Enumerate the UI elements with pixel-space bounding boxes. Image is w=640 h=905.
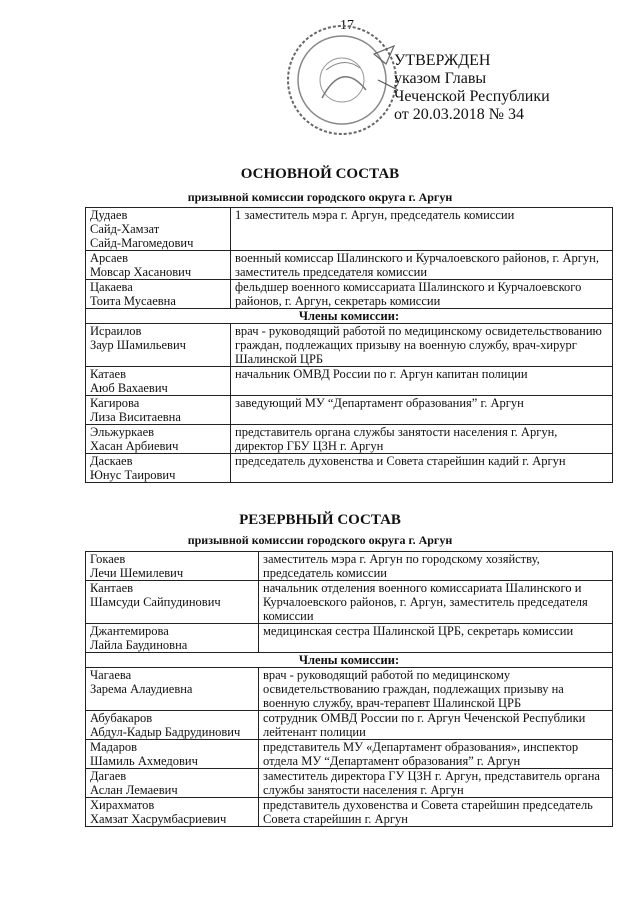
person-role-cell: начальник ОМВД России по г. Аргун капитан полиции — [231, 367, 613, 396]
table-row — [86, 668, 613, 711]
table-row — [86, 396, 613, 425]
main-composition-table — [85, 207, 613, 483]
person-name-line: Хамзат Хасрумбасриевич — [90, 812, 227, 826]
person-name-line: Заур Шамильевич — [90, 338, 186, 352]
person-name-cell — [86, 425, 231, 454]
person-role-cell: заместитель директора ГУ ЦЗН г. Аргун, представитель органа службы занятости населения г. Аргун — [259, 769, 613, 798]
table-row — [86, 624, 613, 653]
person-name-line: Исраилов — [90, 324, 142, 338]
person-name-line: Гокаев — [90, 552, 126, 566]
person-role-cell: фельдшер военного комиссариата Шалинского и Курчалоевского районов, г. Аргун, секретарь комиссии — [231, 280, 613, 309]
person-name-line: Зарема Алаудиевна — [90, 682, 193, 696]
person-name-line: Тоита Мусаевна — [90, 294, 176, 308]
members-header-row — [86, 309, 613, 324]
page-number: 17 — [340, 18, 354, 33]
person-name-cell — [86, 396, 231, 425]
person-name-line: Цакаева — [90, 280, 133, 294]
person-name-line: Лечи Шемилевич — [90, 566, 184, 580]
person-role-cell: военный комиссар Шалинского и Курчалоевского районов, г. Аргун, заместитель председателя комиссии — [231, 251, 613, 280]
person-name-line: Эльжуркаев — [90, 425, 155, 439]
person-name-line: Аслан Лемаевич — [90, 783, 178, 797]
person-name-line: Сайд-Магомедович — [90, 236, 194, 250]
table-row — [86, 711, 613, 740]
table-row — [86, 740, 613, 769]
person-name-line: Арсаев — [90, 251, 128, 265]
person-name-line: Дудаев — [90, 208, 128, 222]
person-role-cell: председатель духовенства и Совета старейшин кадий г. Аргун — [231, 454, 613, 483]
person-name-cell — [86, 324, 231, 367]
person-role-cell: заведующий МУ “Департамент образования” г. Аргун — [231, 396, 613, 425]
person-name-cell — [86, 581, 259, 624]
person-name-line: Кантаев — [90, 581, 134, 595]
person-name-line: Мовсар Хасанович — [90, 265, 192, 279]
person-name-cell — [86, 798, 259, 827]
table-row — [86, 251, 613, 280]
person-name-line: Юнус Таирович — [90, 468, 176, 482]
person-name-line: Чагаева — [90, 668, 132, 682]
person-name-cell — [86, 367, 231, 396]
table-row — [86, 208, 613, 251]
person-name-cell — [86, 668, 259, 711]
table-row — [86, 769, 613, 798]
person-name-line: Шамсуди Сайпудинович — [90, 595, 221, 609]
person-role-cell: заместитель мэра г. Аргун по городскому хозяйству, председатель комиссии — [259, 552, 613, 581]
person-role-cell: представитель духовенства и Совета старейшин председатель Совета старейшин г. Аргун — [259, 798, 613, 827]
official-seal-icon — [282, 20, 402, 140]
person-role-cell: начальник отделения военного комиссариата Шалинского и Курчалоевского районов, г. Аргун, заместитель председателя комиссии — [259, 581, 613, 624]
reserve-composition-table — [85, 551, 613, 827]
table-row — [86, 425, 613, 454]
reserve-composition-subtitle: призывной комиссии городского округа г. Аргун — [187, 533, 453, 547]
person-role-cell: сотрудник ОМВД России по г. Аргун Чеченской Республики лейтенант полиции — [259, 711, 613, 740]
members-header-row — [86, 653, 613, 668]
person-name-line: Аюб Вахаевич — [90, 381, 168, 395]
person-name-line: Хасан Арбиевич — [90, 439, 179, 453]
person-role-cell: врач - руководящий работой по медицинскому освидетельствованию граждан, подлежащих призыву на военную службу, врач-хирург Шалинской ЦРБ — [231, 324, 613, 367]
person-name-cell — [86, 251, 231, 280]
person-name-cell — [86, 552, 259, 581]
person-name-cell — [86, 740, 259, 769]
approval-title: УТВЕРЖДЕН — [394, 52, 491, 69]
person-name-cell — [86, 624, 259, 653]
table-row — [86, 280, 613, 309]
approval-block — [394, 52, 550, 124]
person-name-line: Катаев — [90, 367, 127, 381]
main-composition-subtitle: призывной комиссии городского округа г. Аргун — [187, 190, 453, 204]
person-name-line: Хирахматов — [90, 798, 155, 812]
person-name-line: Сайд-Хамзат — [90, 222, 160, 236]
table-row — [86, 324, 613, 367]
person-role-cell: 1 заместитель мэра г. Аргун, председатель комиссии — [231, 208, 613, 251]
person-name-line: Абдул-Кадыр Бадрудинович — [90, 725, 241, 739]
approval-line: Чеченской Республики — [394, 88, 550, 105]
table-row — [86, 581, 613, 624]
main-composition-title: ОСНОВНОЙ СОСТАВ — [240, 166, 400, 182]
person-name-cell — [86, 454, 231, 483]
approval-line: от 20.03.2018 № 34 — [394, 106, 525, 123]
person-role-cell: врач - руководящий работой по медицинскому освидетельствованию граждан, подлежащих призыву на военную службу, врач-терапевт Шалинской ЦРБ — [259, 668, 613, 711]
table-row — [86, 552, 613, 581]
person-name-line: Дагаев — [90, 769, 127, 783]
person-name-line: Шамиль Ахмедович — [90, 754, 198, 768]
person-name-line: Лиза Виситаевна — [90, 410, 181, 424]
approval-line: указом Главы — [394, 70, 487, 87]
person-role-cell: представитель органа службы занятости населения г. Аргун, директор ГБУ ЦЗН г. Аргун — [231, 425, 613, 454]
person-name-cell — [86, 769, 259, 798]
table-row — [86, 798, 613, 827]
table-row — [86, 454, 613, 483]
table-row — [86, 367, 613, 396]
person-name-line: Абубакаров — [90, 711, 153, 725]
person-name-line: Джантемирова — [90, 624, 169, 638]
person-name-line: Лайла Баудиновна — [90, 638, 188, 652]
reserve-composition-title: РЕЗЕРВНЫЙ СОСТАВ — [239, 512, 401, 528]
person-name-cell — [86, 711, 259, 740]
person-name-line: Даскаев — [90, 454, 133, 468]
person-role-cell: медицинская сестра Шалинской ЦРБ, секретарь комиссии — [259, 624, 613, 653]
person-name-cell — [86, 208, 231, 251]
person-role-cell: представитель МУ «Департамент образования», инспектор отдела МУ “Департамент образования” г. Аргун — [259, 740, 613, 769]
person-name-cell — [86, 280, 231, 309]
members-header: Члены комиссии: — [86, 309, 613, 324]
person-name-line: Мадаров — [90, 740, 137, 754]
members-header: Члены комиссии: — [86, 653, 613, 668]
person-name-line: Кагирова — [90, 396, 140, 410]
